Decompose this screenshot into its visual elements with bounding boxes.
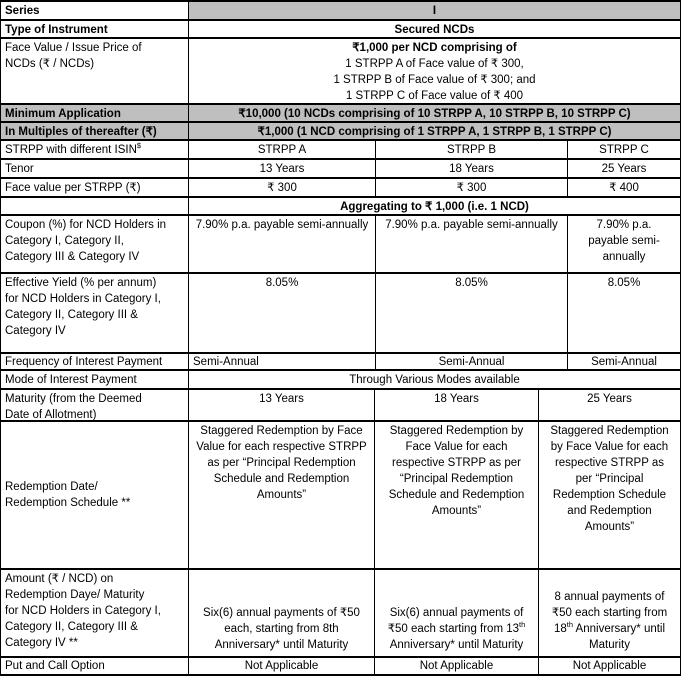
face-value-line3: 1 STRPP C of Face value of ₹ 400: [345, 90, 524, 102]
row-redemption: [1, 420, 680, 568]
aggregating-value: Aggregating to ₹ 1,000 (i.e. 1 NCD): [188, 198, 680, 214]
tenor-b: 18 Years: [375, 160, 567, 177]
mode-label: Mode of Interest Payment: [5, 374, 137, 386]
amount-b-post: Anniversary* until Maturity: [389, 639, 524, 651]
strpp-c-header: STRPP C: [567, 141, 680, 158]
yield-a: 8.05%: [188, 274, 375, 352]
series-value: I: [188, 2, 680, 19]
put-call-label: Put and Call Option: [5, 660, 105, 672]
aggregating-empty-label: [1, 198, 188, 214]
frequency-label: Frequency of Interest Payment: [5, 356, 163, 368]
amount-c-text: [543, 589, 676, 653]
strpp-isin-sup: $: [136, 141, 142, 151]
face-value-heading: ₹1,000 per NCD comprising of: [352, 42, 517, 54]
amount-b-text: [379, 605, 534, 653]
row-amount: [1, 568, 680, 656]
maturity-b: 18 Years: [374, 390, 538, 420]
amount-c-sup: th: [566, 620, 573, 630]
yield-label-line1: Effective Yield (% per annum): [5, 277, 157, 289]
yield-label-line2: for NCD Holders in Category I,: [5, 293, 161, 305]
amount-a-text: Six(6) annual payments of ₹50 each, starting from 8th Anniversary* until Maturity: [203, 607, 360, 651]
amount-b-sup: th: [519, 620, 526, 630]
face-value-label-line1: Face Value / Issue Price of: [5, 42, 142, 54]
coupon-c-line1: 7.90% p.a.: [596, 219, 652, 231]
amount-c-post: Anniversary* until Maturity: [573, 623, 666, 651]
amount-label-line5: Category IV **: [5, 637, 78, 649]
amount-label-line3: for NCD Holders in Category I,: [5, 605, 161, 617]
row-series: [1, 2, 680, 19]
row-strpp-isin: [1, 139, 680, 158]
redemption-b: Staggered Redemption by Face Value for each respective STRPP as per “Principal Redemption Schedule and Redemption Amounts”: [374, 422, 538, 568]
put-call-b: Not Applicable: [374, 658, 538, 674]
row-tenor: [1, 158, 680, 177]
tenor-a: 13 Years: [188, 160, 375, 177]
coupon-b: 7.90% p.a. payable semi-annually: [375, 216, 567, 272]
amount-a: [188, 570, 374, 656]
coupon-c-line2: payable semi-: [588, 235, 660, 247]
frequency-b: Semi-Annual: [375, 354, 567, 369]
row-type-of-instrument: [1, 19, 680, 37]
fv-strpp-c: ₹ 400: [567, 179, 680, 196]
row-face-value-per-strpp: [1, 177, 680, 196]
strpp-isin-label: [1, 141, 188, 158]
yield-label: [1, 274, 188, 352]
min-application-label: Minimum Application: [5, 108, 121, 120]
strpp-a-header: STRPP A: [188, 141, 375, 158]
yield-b: 8.05%: [375, 274, 567, 352]
row-coupon: [1, 214, 680, 272]
type-value: Secured NCDs: [188, 21, 680, 37]
amount-c-pre: 8 annual payments of ₹50 each starting from 18: [551, 591, 668, 635]
yield-c: 8.05%: [567, 274, 680, 352]
face-value-line1: 1 STRPP A of Face value of ₹ 300,: [345, 58, 524, 70]
amount-label: [1, 570, 188, 656]
amount-label-line4: Category II, Category III &: [5, 621, 138, 633]
fv-strpp-a: ₹ 300: [188, 179, 375, 196]
coupon-c: [567, 216, 680, 272]
coupon-a: 7.90% p.a. payable semi-annually: [188, 216, 375, 272]
amount-c: [538, 570, 680, 656]
coupon-label: [1, 216, 188, 272]
strpp-b-header: STRPP B: [375, 141, 567, 158]
maturity-label-line2: Date of Allotment): [5, 409, 97, 420]
row-effective-yield: [1, 272, 680, 352]
type-label: Type of Instrument: [5, 24, 108, 36]
maturity-label-line1: Maturity (from the Deemed: [5, 393, 142, 405]
frequency-a: Semi-Annual: [188, 354, 375, 369]
fv-strpp-b: ₹ 300: [375, 179, 567, 196]
yield-label-line3: Category II, Category III &: [5, 309, 138, 321]
row-mode: [1, 369, 680, 388]
redemption-label: [1, 422, 188, 568]
face-value-value: [188, 39, 680, 103]
in-multiples-value: ₹1,000 (1 NCD comprising of 1 STRPP A, 1 STRPP B, 1 STRPP C): [188, 123, 680, 139]
min-application-value: ₹10,000 (10 NCDs comprising of 10 STRPP A, 10 STRPP B, 10 STRPP C): [188, 105, 680, 121]
coupon-label-line3: Category III & Category IV: [5, 251, 140, 263]
redemption-a: Staggered Redemption by Face Value for each respective STRPP as per “Principal Redemption Schedule and Redemption Amounts”: [188, 422, 374, 568]
mode-value: Through Various Modes available: [188, 371, 680, 388]
face-value-label: [1, 39, 188, 103]
row-maturity: [1, 388, 680, 420]
strpp-isin-label-text: STRPP with different ISIN: [5, 144, 137, 156]
redemption-label-line2: Redemption Schedule **: [5, 497, 131, 509]
yield-label-line4: Category IV: [5, 325, 66, 337]
coupon-label-line1: Coupon (%) for NCD Holders in: [5, 219, 167, 231]
amount-label-line2: Redemption Daye/ Maturity: [5, 589, 145, 601]
row-face-value-issue-price: [1, 37, 680, 103]
coupon-label-line2: Category I, Category II,: [5, 235, 124, 247]
row-in-multiples: [1, 121, 680, 139]
tenor-c: 25 Years: [567, 160, 680, 177]
redemption-c: Staggered Redemption by Face Value for each respective STRPP as per “Principal Redemption Schedule and Redemption Amounts”: [538, 422, 680, 568]
frequency-c: Semi-Annual: [567, 354, 680, 369]
tenor-label: Tenor: [5, 163, 34, 175]
maturity-a: 13 Years: [188, 390, 374, 420]
row-minimum-application: [1, 103, 680, 121]
in-multiples-label: In Multiples of thereafter (₹): [5, 126, 157, 138]
face-value-label-line2: NCDs (₹ / NCDs): [5, 58, 95, 70]
series-label: Series: [5, 5, 40, 17]
fv-strpp-label: Face value per STRPP (₹): [5, 182, 141, 194]
amount-b: [374, 570, 538, 656]
maturity-c: 25 Years: [538, 390, 680, 420]
put-call-c: Not Applicable: [538, 658, 680, 674]
redemption-label-line1: Redemption Date/: [5, 481, 98, 493]
put-call-a: Not Applicable: [188, 658, 374, 674]
row-put-call: [1, 656, 680, 674]
row-frequency: [1, 352, 680, 369]
row-aggregating: [1, 196, 680, 214]
face-value-line2: 1 STRPP B of Face value of ₹ 300; and: [333, 74, 536, 86]
maturity-label: [1, 390, 188, 420]
amount-b-pre: Six(6) annual payments of ₹50 each starting from 13: [387, 607, 524, 635]
coupon-c-line3: annually: [602, 251, 646, 263]
amount-label-line1: Amount (₹ / NCD) on: [5, 573, 114, 585]
